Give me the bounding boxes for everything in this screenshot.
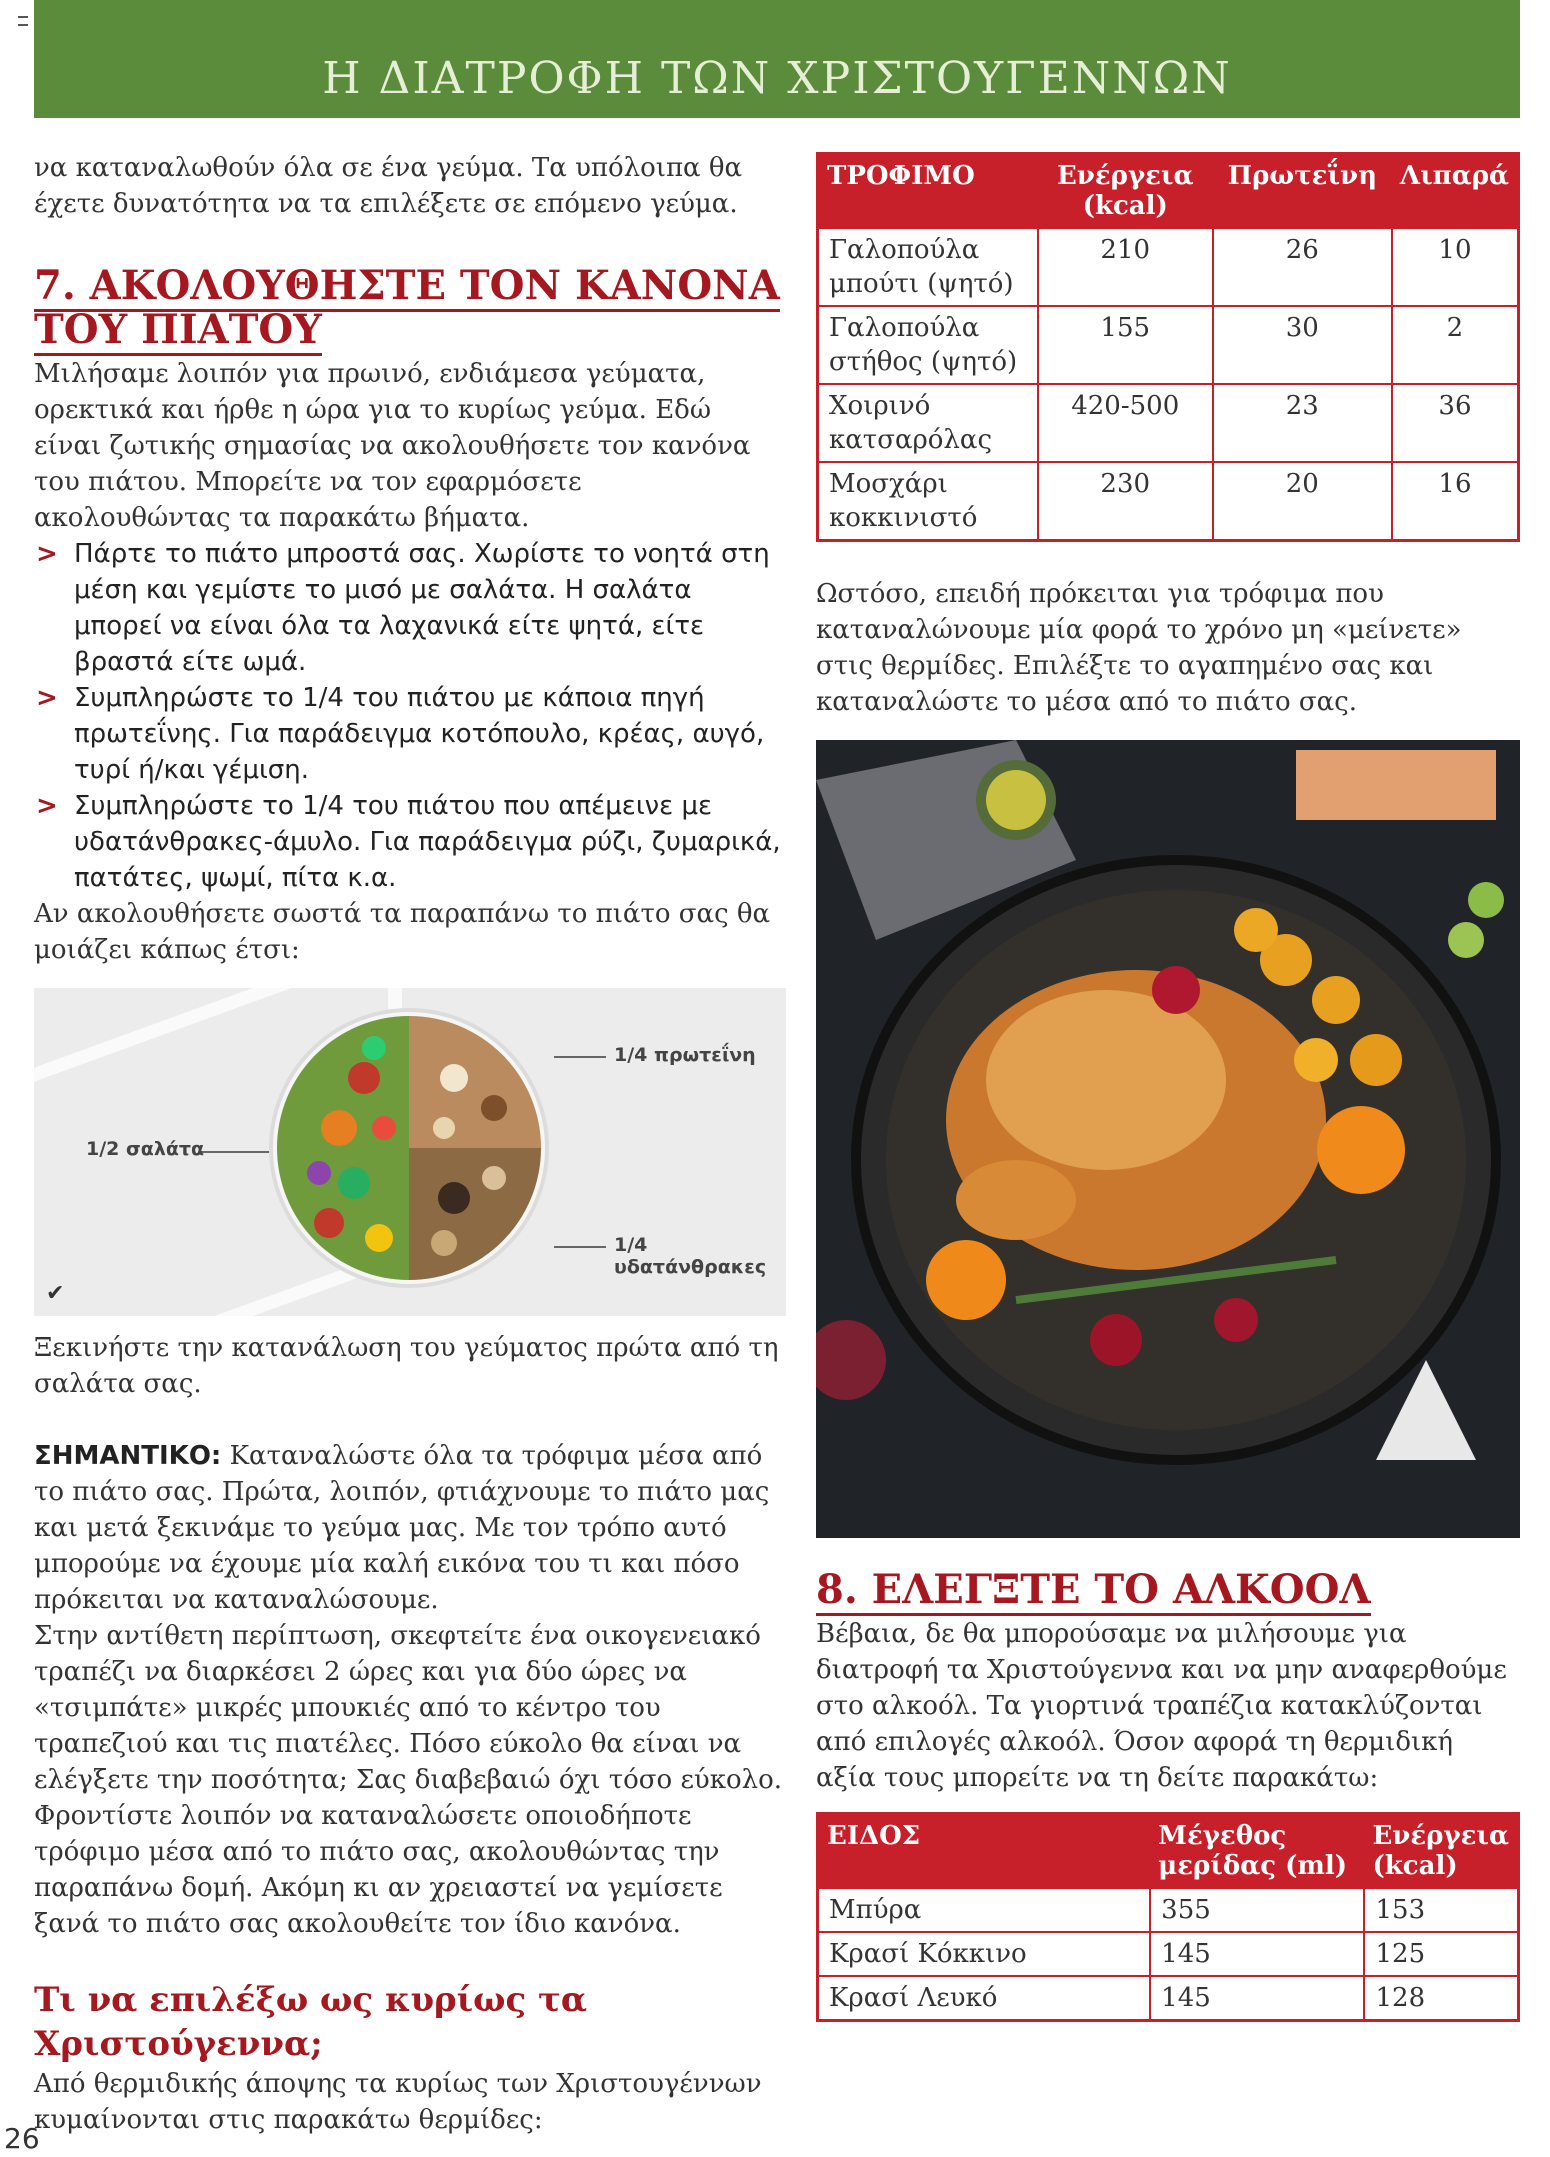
plate-label-salad: 1/2 σαλάτα [86,1138,205,1160]
column-header: Ενέργεια (kcal) [1038,154,1213,229]
section-7-body: Μιλήσαμε λοιπόν για πρωινό, ενδιάμεσα γεύματα, ορεκτικά και ήρθε η ώρα για το κυρίως γεύμα. Εδώ είναι ζωτικής σημασίας να ακολουθήσετε τον κανόνα του πιάτου. Μπορείτε να τον εφαρμόσετε ακολουθώντας τα παρακάτω βήματα. [34,359,751,533]
table-row: Κρασί Λευκό 145 128 [818,1976,1519,2021]
table-row: Γαλοπούλα στήθος (ψητό) 155 30 2 [818,306,1519,384]
food-calories-table [816,152,1520,542]
checkmark-icon: ✔ [46,1281,65,1306]
list-item: > Συμπληρώστε το 1/4 του πιάτου που απέμεινε με υδατάνθρακες-άμυλο. Για παράδειγμα ρύζι, ζυμαρικά, πατάτες, ψωμί, πίτα κ.α. [36,791,781,893]
alcohol-calories-table [816,1812,1520,2022]
column-header: Ενέργεια (kcal) [1364,1814,1518,1889]
section-8-body: Βέβαια, δε θα μπορούσαμε να μιλήσουμε για διατροφή τα Χριστούγεννα και να μην αναφερθούμε στο αλκοόλ. Τα γιορτινά τραπέζια κατακλύζονται από επιλογές αλκοόλ. Όσον αφορά τη θερμιδική αξία τους μπορείτε να τη δείτε παρακάτω: [816,1619,1507,1793]
plate-label-protein: 1/4 πρωτεΐνη [614,1044,756,1066]
table-header-row [818,1814,1519,1889]
paragraph-family-table: Στην αντίθετη περίπτωση, σκεφτείτε ένα οικογενειακό τραπέζι να διαρκέσει 2 ώρες και για δύο ώρες να «τσιμπάτε» μικρές μπουκιές από το κέντρο του τραπεζιού και τις πιατέλες. Πόσο εύκολο θα είναι να ελέγξετε την ποσότητα; Σας διαβεβαιώ όχι τόσο εύκολο. Φροντίστε λοιπόν να καταναλώσετε οποιοδήποτε τρόφιμο μέσα από το πιάτο σας, ακολουθώντας την παραπάνω δομή. Ακόμη κι αν χρειαστεί να γεμίσετε ξανά το πιάτο σας ακολουθείτε τον ίδιο κανόνα. [34,1621,783,1939]
column-header: ΤΡΟΦΙΜΟ [818,154,1038,229]
corner-mark [18,16,28,26]
list-item: > Συμπληρώστε το 1/4 του πιάτου με κάποια πηγή πρωτεΐνης. Για παράδειγμα κοτόπουλο, κρέας, αυγό, τυρί ή/και γέμιση. [36,683,765,785]
section-8-heading: 8. ΕΛΕΓΞΤΕ ΤΟ ΑΛΚΟΟΛ [816,1568,1520,1612]
left-column [34,150,784,2138]
important-paragraph: ΣΗΜΑΝΤΙΚΟ: Καταναλώστε όλα τα τρόφιμα μέσα από το πιάτο σας. Πρώτα, λοιπόν, φτιάχνουμε το πιάτο μας και μετά ξεκινάμε το γεύμα μας. Με τον τρόπο αυτό μπορούμε να έχουμε μία καλή εικόνα του τι και πόσο πρόκειται να καταναλώσουμε. [34,1441,770,1615]
plate-illustration [34,988,786,1316]
plate-caption: Ξεκινήστε την κατανάλωση του γεύματος πρώτα από τη σαλάτα σας. [34,1333,779,1399]
column-header: Μέγεθος μερίδας (ml) [1150,1814,1364,1889]
column-header: Πρωτεΐνη [1213,154,1392,229]
column-header: Λιπαρά [1392,154,1519,229]
main-course-body: Από θερμιδικής άποψης τα κυρίως των Χριστουγέννων κυμαίνονται στις παρακάτω θερμίδες: [34,2069,762,2135]
roast-chicken-illustration [816,740,1520,1538]
table-row: Γαλοπούλα μπούτι (ψητό) 210 26 10 [818,228,1519,306]
list-item: > Πάρτε το πιάτο μπροστά σας. Χωρίστε το νοητά στη μέση και γεμίστε το μισό με σαλάτα. Η σαλάτα μπορεί να είναι όλα τα λαχανικά είτε ψητά, είτε βραστά είτε ωμά. [36,539,770,677]
important-label: ΣΗΜΑΝΤΙΚΟ: [34,1441,222,1471]
main-course-subheading: Τι να επιλέξω ως κυρίως τα Χριστούγεννα; [34,1980,588,2064]
after-table-paragraph: Ωστόσο, επειδή πρόκειται για τρόφιμα που καταναλώνουμε μία φορά το χρόνο μη «μείνετε» στις θερμίδες. Επιλέξτε το αγαπημένο σας και καταναλώστε το μέσα από το πιάτο σας. [816,579,1462,717]
section-7-heading: 7. ΑΚΟΛΟΥΘΗΣΤΕ ΤΟΝ ΚΑΝΟΝΑ ΤΟΥ ΠΙΑΤΟΥ [34,264,784,352]
intro-paragraph: να καταναλωθούν όλα σε ένα γεύμα. Τα υπόλοιπα θα έχετε δυνατότητα να τα επιλέξετε σε επόμενο γεύμα. [34,153,743,219]
table-row: Κρασί Κόκκινο 145 125 [818,1932,1519,1976]
table-row: Χοιρινό κατσαρόλας 420-500 23 36 [818,384,1519,462]
plate-label-carbs: 1/4 υδατάνθρακες [614,1234,767,1278]
table-header-row [818,154,1519,229]
page-title: Η ΔΙΑΤΡΟΦΗ ΤΩΝ ΧΡΙΣΤΟΥΓΕΝΝΩΝ [322,53,1232,104]
column-header: ΕΙΔΟΣ [818,1814,1151,1889]
roast-chicken-photo [816,740,1520,1538]
table-row: Μοσχάρι κοκκινιστό 230 20 16 [818,462,1519,541]
right-column [816,152,1520,2022]
steps-list [34,536,784,896]
table-row: Μπύρα 355 153 [818,1888,1519,1932]
page-number: 26 [4,2122,40,2155]
header-banner [34,0,1520,118]
after-steps-paragraph: Αν ακολουθήσετε σωστά τα παραπάνω το πιάτο σας θα μοιάζει κάπως έτσι: [34,899,771,965]
